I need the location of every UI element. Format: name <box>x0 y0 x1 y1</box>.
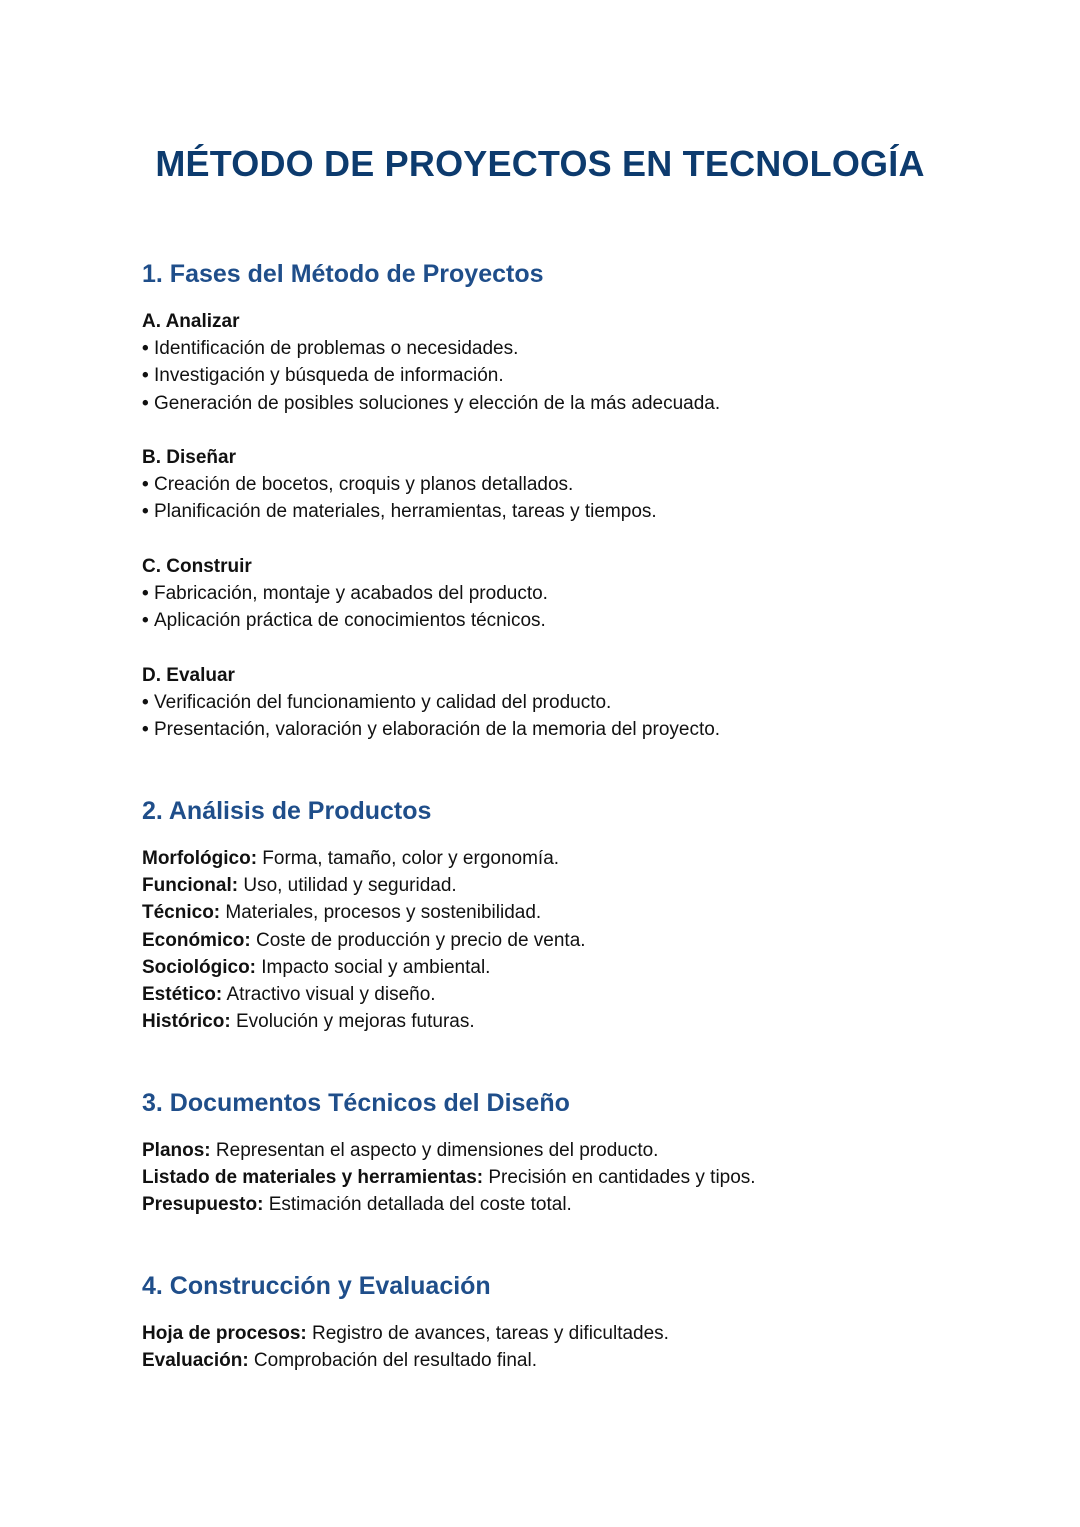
list-item <box>142 981 586 1008</box>
list-item <box>142 1320 669 1347</box>
list-item: • Generación de posibles soluciones y elección de la más adecuada. <box>142 390 720 417</box>
item-term: Sociológico: <box>142 956 256 978</box>
phase-construir <box>142 553 548 635</box>
item-term: Técnico: <box>142 902 221 924</box>
item-text: Evolución y mejoras futuras. <box>230 1011 475 1033</box>
item-term: Planos: <box>142 1140 211 1161</box>
phase-analizar <box>142 308 720 417</box>
phase-label: C. Construir <box>142 556 252 577</box>
item-term: Económico: <box>142 929 251 951</box>
list-item <box>142 1137 756 1164</box>
section-heading-fases: 1. Fases del Método de Proyectos <box>142 260 544 288</box>
documents-list <box>142 1137 756 1219</box>
item-text: Impacto social y ambiental. <box>256 956 491 978</box>
item-term: Estético: <box>142 983 223 1005</box>
section-heading-documentos: 3. Documentos Técnicos del Diseño <box>142 1089 570 1117</box>
page-title: MÉTODO DE PROYECTOS EN TECNOLOGÍA <box>155 143 925 184</box>
list-item: • Aplicación práctica de conocimientos técnicos. <box>142 607 548 634</box>
construction-list <box>142 1320 669 1374</box>
phase-evaluar <box>142 662 720 744</box>
item-text: Atractivo visual y diseño. <box>222 983 436 1005</box>
item-term: Listado de materiales y herramientas: <box>142 1167 484 1189</box>
list-item: • Presentación, valoración y elaboración de la memoria del proyecto. <box>142 716 720 743</box>
phase-disenar <box>142 444 657 526</box>
section-heading-construccion: 4. Construcción y Evaluación <box>142 1272 491 1300</box>
item-term: Histórico: <box>142 1011 231 1033</box>
item-text: Uso, utilidad y seguridad. <box>238 875 457 897</box>
item-text: Estimación detallada del coste total. <box>263 1194 572 1216</box>
item-term: Hoja de procesos: <box>142 1323 307 1344</box>
phase-label: B. Diseñar <box>142 447 236 468</box>
analysis-list <box>142 845 586 1035</box>
item-term: Funcional: <box>142 875 239 897</box>
item-term: Presupuesto: <box>142 1194 264 1216</box>
phase-label: A. Analizar <box>142 311 240 332</box>
list-item <box>142 872 586 899</box>
list-item <box>142 1008 586 1035</box>
list-item: • Investigación y búsqueda de información. <box>142 362 720 389</box>
list-item <box>142 954 586 981</box>
item-text: Registro de avances, tareas y dificultades. <box>306 1323 669 1344</box>
section-heading-analisis: 2. Análisis de Productos <box>142 797 432 825</box>
list-item <box>142 1164 756 1191</box>
list-item: • Fabricación, montaje y acabados del producto. <box>142 580 548 607</box>
list-item <box>142 899 586 926</box>
list-item: • Identificación de problemas o necesidades. <box>142 335 720 362</box>
phase-label: D. Evaluar <box>142 665 235 686</box>
item-term: Evaluación: <box>142 1350 249 1372</box>
list-item <box>142 1347 669 1374</box>
list-item: • Planificación de materiales, herramientas, tareas y tiempos. <box>142 498 657 525</box>
list-item <box>142 927 586 954</box>
item-text: Forma, tamaño, color y ergonomía. <box>257 848 560 869</box>
item-text: Coste de producción y precio de venta. <box>250 929 586 951</box>
item-text: Representan el aspecto y dimensiones del producto. <box>210 1140 659 1161</box>
list-item: • Creación de bocetos, croquis y planos detallados. <box>142 471 657 498</box>
list-item: • Verificación del funcionamiento y calidad del producto. <box>142 689 720 716</box>
item-text: Materiales, procesos y sostenibilidad. <box>220 902 542 924</box>
item-term: Morfológico: <box>142 848 258 869</box>
item-text: Precisión en cantidades y tipos. <box>483 1167 756 1189</box>
item-text: Comprobación del resultado final. <box>248 1350 537 1372</box>
list-item <box>142 1191 756 1218</box>
list-item <box>142 845 586 872</box>
